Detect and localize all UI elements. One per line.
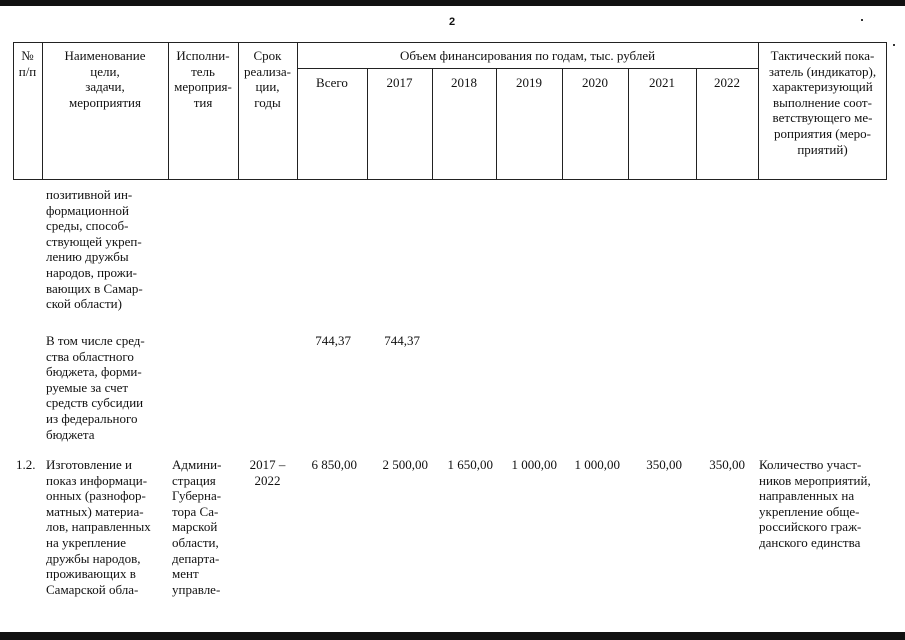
row-2017: 744,37	[384, 333, 420, 348]
row-name: В том числе сред- ства областного бюджета, форми- руемые за счет средств субсидии из федерального бюджета	[46, 333, 145, 442]
row-2022: 350,00	[709, 457, 745, 472]
row-2019: 1 000,00	[511, 457, 557, 472]
header-year: 2018	[451, 75, 477, 90]
header-total: Всего	[316, 75, 348, 90]
header-num: № п/п	[18, 48, 37, 79]
header-year: 2017	[386, 75, 413, 90]
row-2018: 1 650,00	[447, 457, 493, 472]
row-executor: Админи- страция Губерна- тора Са- марской области, департа- мент управле-	[172, 457, 222, 597]
row-total: 744,37	[315, 333, 351, 348]
header-indicator: Тактический пока- затель (индикатор), характеризующий выполнение соот- ветствующего ме- роприятия (меро- приятий)	[768, 48, 877, 157]
row-term: 2017 – 2022	[249, 457, 286, 488]
header-executor: Исполни- тель мероприя- тия	[174, 48, 232, 110]
row-name: Изготовление и показ информаци- онных (разнофор- матных) материа- лов, направленных на укрепление дружбы народов, проживающих в Самарской обла-	[46, 457, 151, 597]
header-year: 2021	[649, 75, 675, 90]
top-edge	[0, 0, 905, 6]
bottom-edge	[0, 632, 905, 640]
header-year: 2019	[516, 75, 542, 90]
row-num: 1.2.	[16, 457, 36, 472]
header-funding: Объем финансирования по годам, тыс. рублей	[399, 48, 656, 63]
header-name: Наименование цели, задачи, мероприятия	[64, 48, 146, 110]
row-name: позитивной ин- формационной среды, способ- ствующей укреп- лению дружбы народов, прожи- вающих в Самар- ской области)	[46, 187, 143, 312]
scan-speck	[861, 19, 863, 21]
grid-line	[297, 68, 758, 69]
page-number: 2	[449, 16, 456, 28]
header-year: 2020	[582, 75, 608, 90]
row-2017: 2 500,00	[382, 457, 428, 472]
row-2021: 350,00	[646, 457, 682, 472]
scan-speck	[893, 44, 895, 46]
row-total: 6 850,00	[311, 457, 357, 472]
row-2020: 1 000,00	[574, 457, 620, 472]
header-year: 2022	[714, 75, 740, 90]
header-term: Срок реализа- ции, годы	[244, 48, 291, 110]
row-indicator: Количество участ- ников мероприятий, направленных на укрепление обще- российского граж- данского единства	[759, 457, 871, 550]
